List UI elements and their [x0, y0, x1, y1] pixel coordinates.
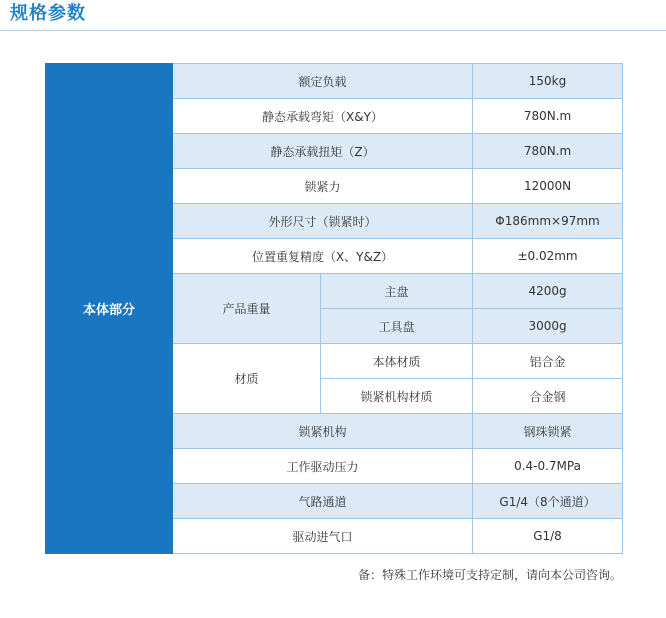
- row-value: 780N.m: [473, 134, 623, 169]
- row-label: 工具盘: [321, 309, 473, 344]
- row-label: 静态承载扭矩（Z）: [173, 134, 473, 169]
- row-value: 0.4-0.7MPa: [473, 449, 623, 484]
- group-label-material: 材质: [173, 344, 321, 414]
- row-label: 工作驱动压力: [173, 449, 473, 484]
- row-value: G1/8: [473, 519, 623, 554]
- row-label: 位置重复精度（X、Y&Z）: [173, 239, 473, 274]
- row-value: 合金钢: [473, 379, 623, 414]
- row-value: 铝合金: [473, 344, 623, 379]
- row-value: G1/4（8个通道）: [473, 484, 623, 519]
- row-value: ±0.02mm: [473, 239, 623, 274]
- row-label: 气路通道: [173, 484, 473, 519]
- row-label: 主盘: [321, 274, 473, 309]
- page-title: 规格参数: [10, 3, 86, 24]
- row-value: Φ186mm×97mm: [473, 204, 623, 239]
- row-value: 150kg: [473, 64, 623, 99]
- row-label: 静态承载弯矩（X&Y）: [173, 99, 473, 134]
- footnote: 备：特殊工作环境可支持定制，请向本公司咨询。: [357, 568, 622, 582]
- title-divider: [0, 30, 666, 31]
- row-label: 驱动进气口: [173, 519, 473, 554]
- row-label: 锁紧机构材质: [321, 379, 473, 414]
- row-value: 12000N: [473, 169, 623, 204]
- section-label: 本体部分: [46, 64, 173, 554]
- row-value: 4200g: [473, 274, 623, 309]
- row-label: 锁紧机构: [173, 414, 473, 449]
- row-value: 3000g: [473, 309, 623, 344]
- table-row: [46, 64, 623, 99]
- row-label: 额定负载: [173, 64, 473, 99]
- spec-table: [45, 63, 623, 554]
- row-value: 钢珠锁紧: [473, 414, 623, 449]
- row-label: 外形尺寸（锁紧时）: [173, 204, 473, 239]
- row-value: 780N.m: [473, 99, 623, 134]
- row-label: 本体材质: [321, 344, 473, 379]
- row-label: 锁紧力: [173, 169, 473, 204]
- group-label-weight: 产品重量: [173, 274, 321, 344]
